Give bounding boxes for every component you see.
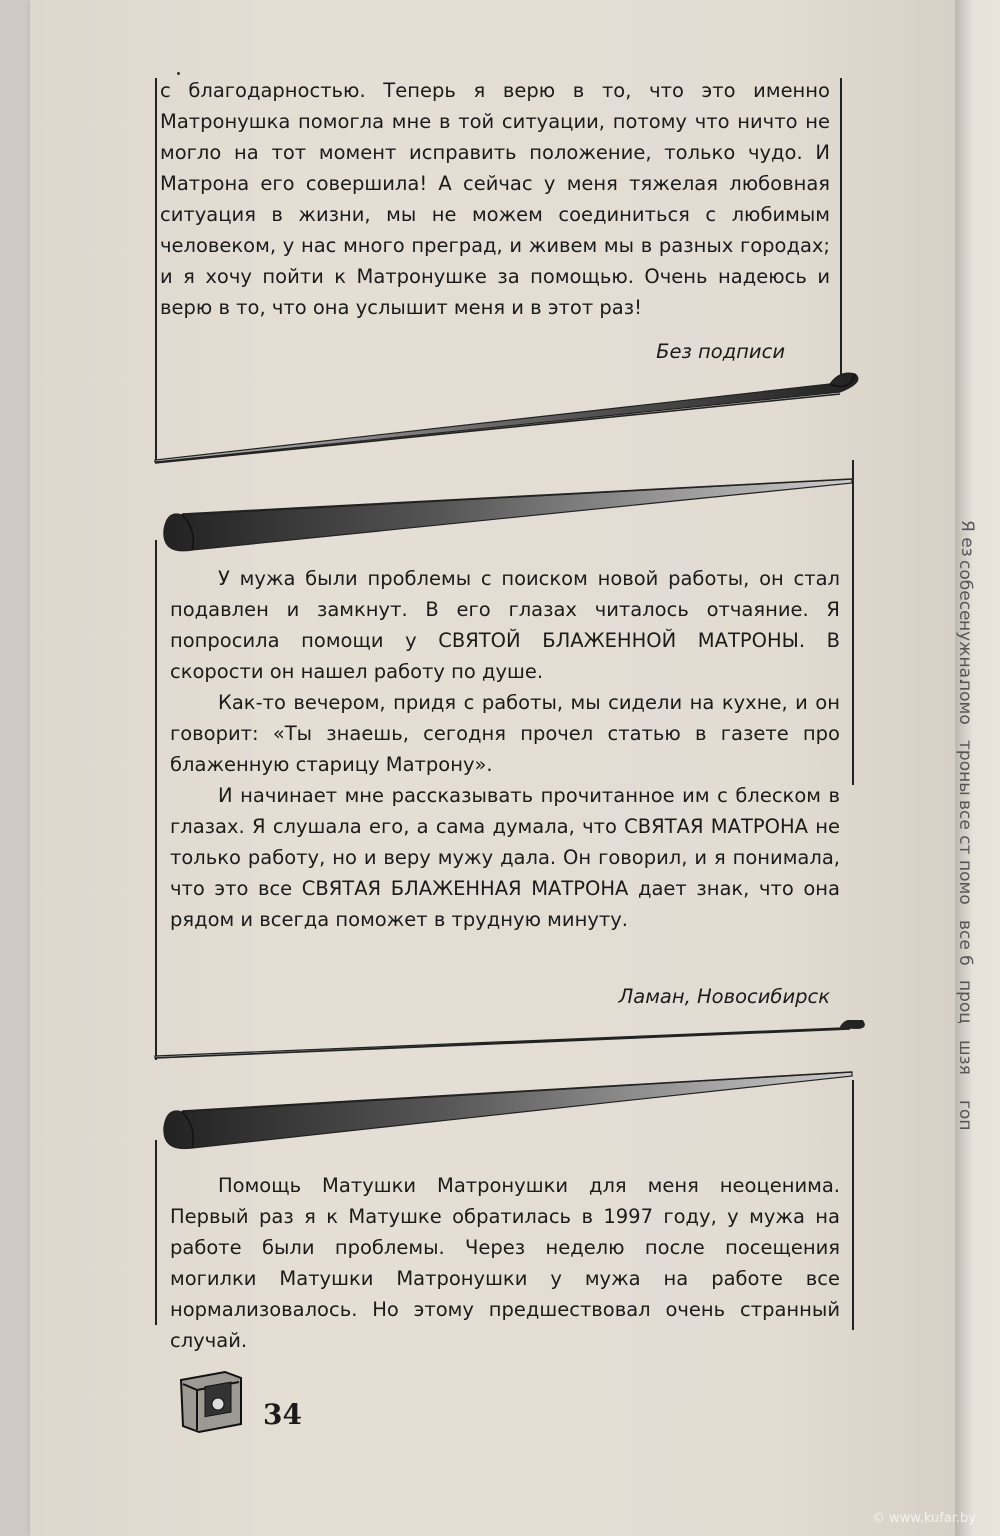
fragment: собесе: [955, 560, 975, 621]
fragment: гоп: [955, 1100, 975, 1131]
adjacent-page-edge: [955, 0, 1000, 1536]
fragment: помо: [955, 680, 975, 725]
fragment: нужна.: [955, 620, 975, 684]
signature-1: Без подписи: [656, 340, 785, 363]
letter-block-2: [170, 563, 840, 935]
fragment: троны: [955, 740, 975, 796]
paragraph: с благодарностью. Теперь я верю в то, что это именно Матронушка помогла мне в той ситуации, потому что ничто не могло на тот момент исправить положение, только чудо. И Матрона его совершила! А сейчас у меня тяжелая любовная ситуация в жизни, мы не можем соединиться с любимым человеком, у нас много преград, и живем мы в разных городах; и я хочу пойти к Матронушке за помощью. Очень надеюсь и верю в то, что она услышит меня и в этот раз!: [160, 79, 830, 319]
fragment: проц: [955, 980, 975, 1024]
scroll-divider-4: [152, 1070, 872, 1180]
paragraph: У мужа были проблемы с поиском новой работы, он стал подавлен и замкнут. В его глазах читалось отчаяние. Я попросила помощи у СВЯТОЙ БЛАЖЕННОЙ МАТРОНЫ. В скорости он нашел работу по душе.: [170, 567, 840, 683]
letter-block-1: [160, 75, 830, 323]
fragment: помо: [955, 860, 975, 905]
fragment: шзя: [955, 1040, 975, 1075]
paragraph: Помощь Матушки Матронушки для меня неоценима. Первый раз я к Матушке обратилась в 1997 году, у мужа на работе были проблемы. Через неделю после посещения могилки Матушки Матронушки у мужа на работе все нормализовалось. Но этому предшествовал очень странный случай.: [170, 1174, 840, 1352]
frame-right-1: [840, 78, 842, 384]
signature-2: Ламан, Новосибирск: [618, 985, 830, 1008]
fragment: все ст: [955, 800, 975, 855]
letter-block-3: [170, 1170, 840, 1356]
paragraph: Как-то вечером, придя с работы, мы сидели на кухне, и он говорит: «Ты знаешь, сегодня прочел статью в газете про блаженную старицу Матрону».: [170, 691, 840, 776]
frame-left-2: [155, 540, 157, 1060]
scroll-divider-1: [150, 372, 870, 472]
page-number: 34: [263, 1398, 302, 1431]
book-icon: [175, 1362, 247, 1434]
fragment: все б: [955, 920, 975, 966]
book-page: [30, 0, 955, 1536]
watermark: © www.kufar.by: [871, 1511, 976, 1526]
fragment: Я ез: [957, 520, 977, 557]
paragraph: И начинает мне рассказывать прочитанное им с блеском в глазах. Я слушала его, а сама думала, что СВЯТАЯ МАТРОНА не только работу, но и веру мужу дала. Он говорил, и я понимала, что это все СВЯТАЯ БЛАЖЕННАЯ МАТРОНА дает знак, что она рядом и всегда поможет в трудную минуту.: [170, 784, 840, 931]
